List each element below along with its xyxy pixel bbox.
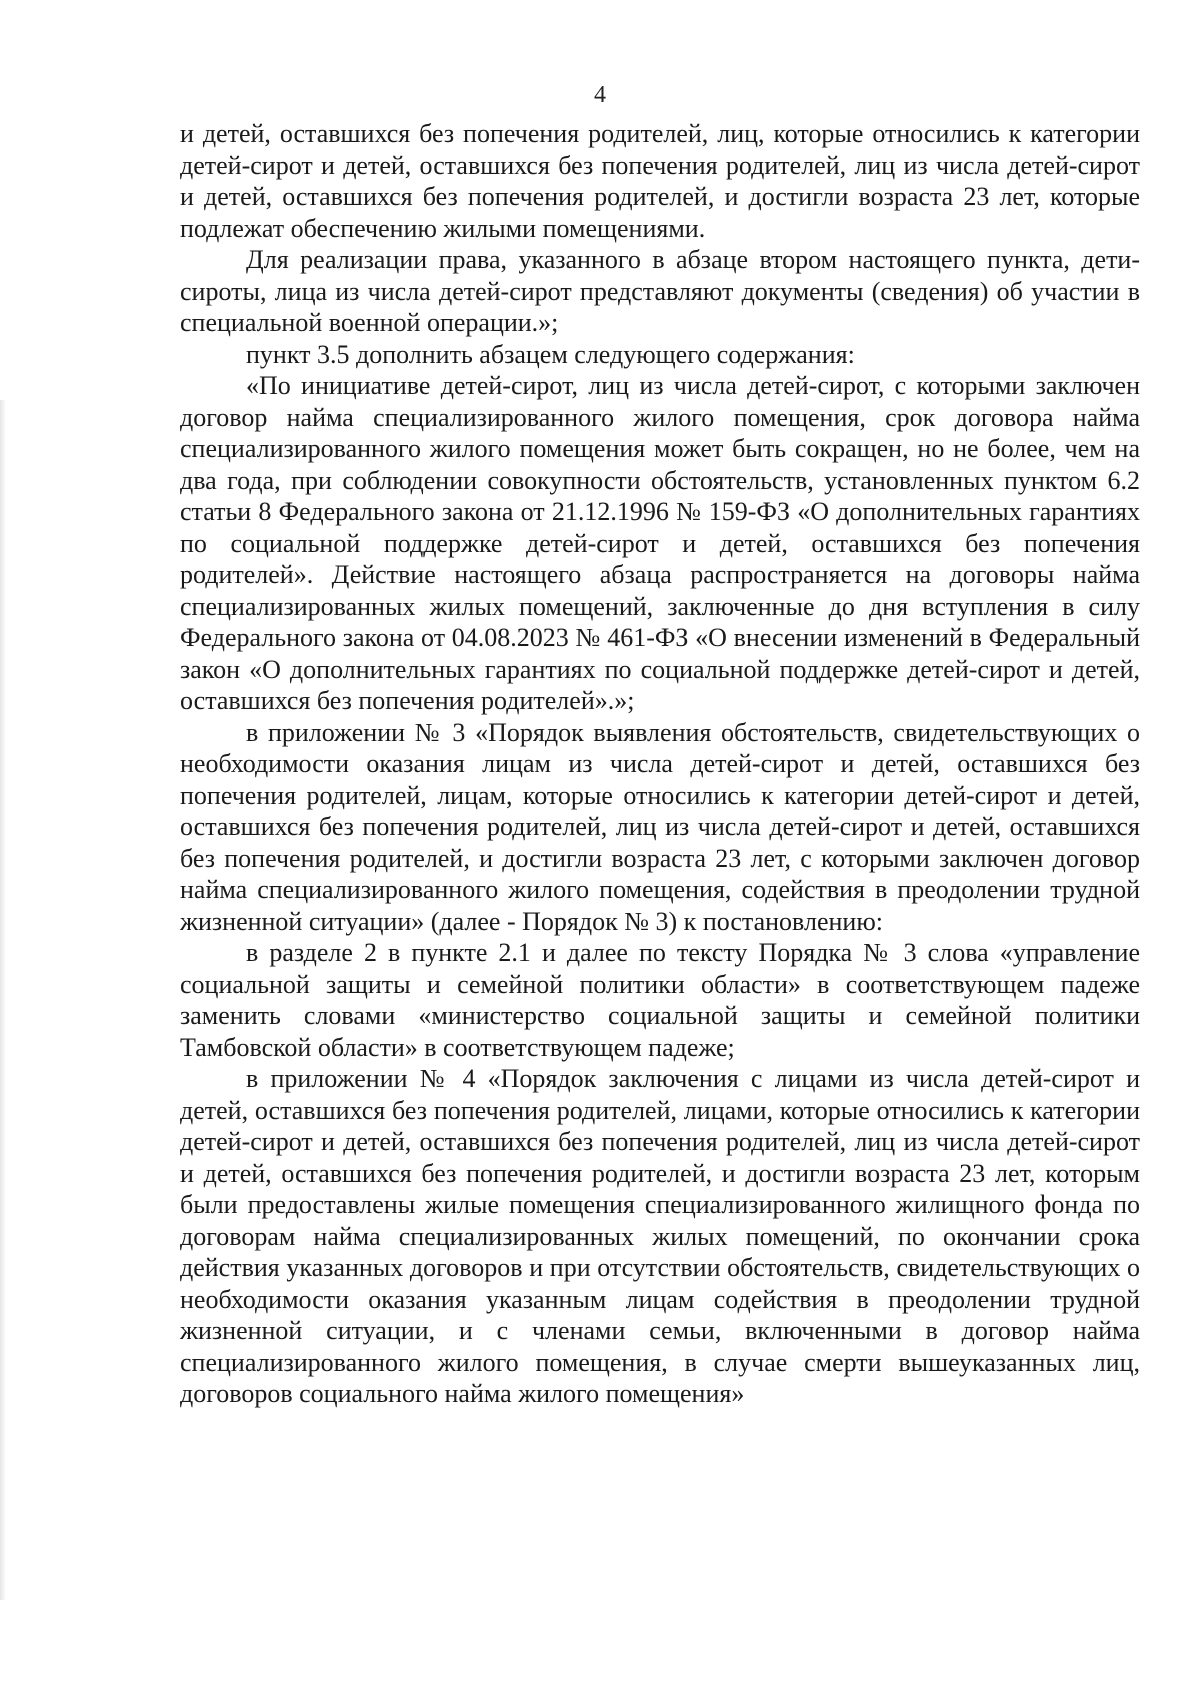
paragraph: «По инициативе детей-сирот, лиц из числа детей-сирот, с которыми заключен договор найма специализированного жилого помещения, срок договора найма специализированного жилого помещения может быть сокращен, но не более, чем на два года, при соблюдении совокупности обстоятельств, установленных пунктом 6.2 статьи 8 Федерального закона от 21.12.1996 № 159-ФЗ «О дополнительных гарантиях по социальной поддержке детей-сирот и детей, оставшихся без попечения родителей». Действие настоящего абзаца распространяется на договоры найма специализированных жилых помещений, заключенные до дня вступления в силу Федерального закона от 04.08.2023 № 461-ФЗ «О внесении изменений в Федеральный закон «О дополнительных гарантиях по социальной поддержке детей-сирот и детей, оставшихся без попечения родителей».»; [180,371,1140,715]
paragraph: пункт 3.5 дополнить абзацем следующего содержания: [246,339,855,369]
scan-edge-shadow [0,400,6,1600]
paragraph: Для реализации права, указанного в абзаце втором настоящего пункта, дети-сироты, лица из числа детей-сирот представляют документы (сведения) об участии в специальной военной операции.»; [180,245,1140,337]
paragraph: в разделе 2 в пункте 2.1 и далее по тексту Порядка № 3 слова «управление социальной защиты и семейной политики области» в соответствующем падеже заменить словами «министерство социальной защиты и семейной политики Тамбовской области» в соответствующем падеже; [180,938,1140,1062]
paragraph: в приложении № 3 «Порядок выявления обстоятельств, свидетельствующих о необходимости оказания лицам из числа детей-сирот и детей, оставшихся без попечения родителей, лицам, которые относились к категории детей-сирот и детей, оставшихся без попечения родителей, лиц из числа детей-сирот и детей, оставшихся без попечения родителей, и достигли возраста 23 лет, с которыми заключен договор найма специализированного жилого помещения, содействия в преодолении трудной жизненной ситуации» (далее - Порядок № 3) к постановлению: [180,717,1140,936]
page-number: 4 [594,82,606,108]
document-body [180,118,1140,1410]
paragraph: и детей, оставшихся без попечения родителей, лиц, которые относились к категории детей-сирот и детей, оставшихся без попечения родителей, лиц из числа детей-сирот и детей, оставшихся без попечения родителей, и достигли возраста 23 лет, которые подлежат обеспечению жилыми помещениями. [180,119,1140,243]
paragraph: в приложении № 4 «Порядок заключения с лицами из числа детей-сирот и детей, оставшихся без попечения родителей, лицами, которые относились к категории детей-сирот и детей, оставшихся без попечения родителей, лиц из числа детей-сирот и детей, оставшихся без попечения родителей, и достигли возраста 23 лет, которым были предоставлены жилые помещения специализированного жилищного фонда по договорам найма специализированных жилых помещений, по окончании срока действия указанных договоров и при отсутствии обстоятельств, свидетельствующих о необходимости оказания указанным лицам содействия в преодолении трудной жизненной ситуации, и с членами семьи, включенными в договор найма специализированного жилого помещения, в случае смерти вышеуказанных лиц, договоров социального найма жилого помещения» [180,1064,1140,1408]
